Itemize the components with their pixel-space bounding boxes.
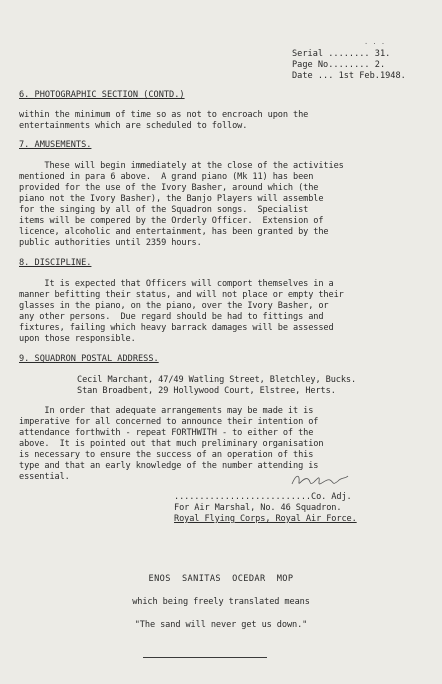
section-9-line: attendance forthwith - repeat FORTHWITH - to either of the bbox=[19, 428, 314, 438]
section-7-line: licence, alcoholic and entertainment, has been granted by the bbox=[19, 227, 329, 237]
motto-translation-intro: which being freely translated means bbox=[132, 597, 310, 607]
section-8-line: manner befitting their status, and will not place or empty their bbox=[19, 290, 344, 300]
motto-translation: "The sand will never get us down." bbox=[134, 620, 308, 630]
section-6-line: within the minimum of time so as not to encroach upon the bbox=[19, 110, 309, 120]
signatory-service: Royal Flying Corps, Royal Air Force. bbox=[174, 514, 357, 524]
top-marks: . . . bbox=[364, 38, 386, 46]
section-7-line: provided for the use of the Ivory Basher, around which (the bbox=[19, 183, 319, 193]
section-9-line: essential. bbox=[19, 472, 70, 482]
section-7-line: These will begin immediately at the close of the activities bbox=[19, 161, 344, 171]
section-8-line: fixtures, failing which heavy barrack damages will be assessed bbox=[19, 323, 334, 333]
section-8-line: upon those responsible. bbox=[19, 334, 136, 344]
section-9-line: imperative for all concerned to announce their intention of bbox=[19, 417, 319, 427]
document-date: Date ... 1st Feb.1948. bbox=[292, 71, 406, 81]
section-8-line: glasses in the piano, on the piano, over the Ivory Basher, or bbox=[19, 301, 329, 311]
signatory-title: ...........................Co. Adj. bbox=[174, 492, 352, 502]
closing-rule bbox=[143, 657, 267, 658]
handwritten-signature bbox=[290, 470, 350, 490]
section-7-line: public authorities until 2359 hours. bbox=[19, 238, 202, 248]
postal-address-line: Stan Broadbent, 29 Hollywood Court, Elstree, Herts. bbox=[77, 386, 336, 396]
section-8-heading: 8. DISCIPLINE. bbox=[19, 258, 92, 268]
section-9-heading: 9. SQUADRON POSTAL ADDRESS. bbox=[19, 354, 159, 364]
page-number: Page No........ 2. bbox=[292, 60, 386, 70]
postal-address-line: Cecil Marchant, 47/49 Watling Street, Bletchley, Bucks. bbox=[77, 375, 357, 385]
section-9-line: above. It is pointed out that much preliminary organisation bbox=[19, 439, 324, 449]
motto-text: ENOS SANITAS OCEDAR MOP bbox=[148, 574, 294, 584]
section-9-line: In order that adequate arrangements may be made it is bbox=[19, 406, 314, 416]
serial-number: Serial ........ 31. bbox=[292, 49, 391, 59]
section-7-line: mentioned in para 6 above. A grand piano (Mk 11) has been bbox=[19, 172, 314, 182]
section-9-line: is necessary to ensure the success of an operation of this bbox=[19, 450, 314, 460]
section-7-line: items will be compered by the Orderly Officer. Extension of bbox=[19, 216, 324, 226]
section-7-line: piano not the Ivory Basher), the Banjo Players will assemble bbox=[19, 194, 324, 204]
section-7-line: for the singing by all of the Squadron songs. Specialist bbox=[19, 205, 309, 215]
section-8-line: It is expected that Officers will comport themselves in a bbox=[19, 279, 334, 289]
section-8-line: any other persons. Due regard should be had to fittings and bbox=[19, 312, 324, 322]
section-7-heading: 7. AMUSEMENTS. bbox=[19, 140, 92, 150]
section-6-heading: 6. PHOTOGRAPHIC SECTION (CONTD.) bbox=[19, 90, 185, 100]
section-6-line: entertainments which are scheduled to follow. bbox=[19, 121, 248, 131]
signatory-authority: For Air Marshal, No. 46 Squadron. bbox=[174, 503, 342, 513]
section-9-line: type and that an early knowledge of the number attending is bbox=[19, 461, 319, 471]
